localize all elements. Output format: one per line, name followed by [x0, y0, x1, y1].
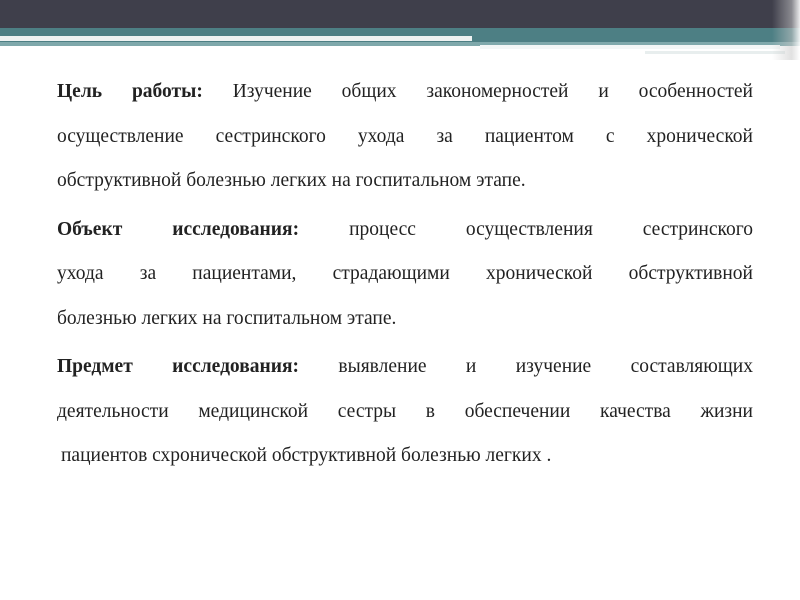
header-dark-band	[0, 0, 800, 28]
header-light-stripe-right	[480, 45, 780, 49]
header-light-stripe-right-2	[645, 51, 785, 54]
subject-label: Предмет исследования:	[57, 356, 299, 377]
object-paragraph	[57, 208, 753, 342]
slide-header-bar	[0, 0, 800, 60]
object-text-1: процесс осуществления сестринского	[299, 218, 754, 240]
slide-body	[57, 70, 753, 483]
subject-line-2: деятельности медицинской сестры в обеспечении качества жизни	[57, 400, 753, 422]
goal-line-1	[57, 70, 753, 115]
goal-text-1: Изучение общих закономерностей и особенностей	[202, 81, 753, 102]
object-line-1	[57, 208, 753, 253]
goal-label: Цель работы:	[57, 81, 203, 102]
header-light-stripe-left	[0, 36, 472, 41]
subject-line-3: пациентов схронической обструктивной болезнью легких .	[61, 445, 552, 466]
goal-line-2: осуществление сестринского ухода за пациентом с хронической	[57, 125, 753, 147]
subject-paragraph	[57, 345, 753, 479]
goal-line-3: обструктивной болезнью легких на госпитальном этапе.	[57, 170, 526, 191]
goal-paragraph	[57, 70, 753, 204]
subject-line-1	[57, 345, 753, 390]
object-line-2: ухода за пациентами, страдающими хронической обструктивной	[57, 263, 753, 284]
subject-text-1: выявление и изучение составляющих	[299, 356, 753, 377]
header-corner-shadow	[772, 0, 800, 60]
object-label: Объект исследования:	[57, 218, 300, 240]
object-line-3: болезнью легких на госпитальном этапе.	[57, 307, 397, 329]
